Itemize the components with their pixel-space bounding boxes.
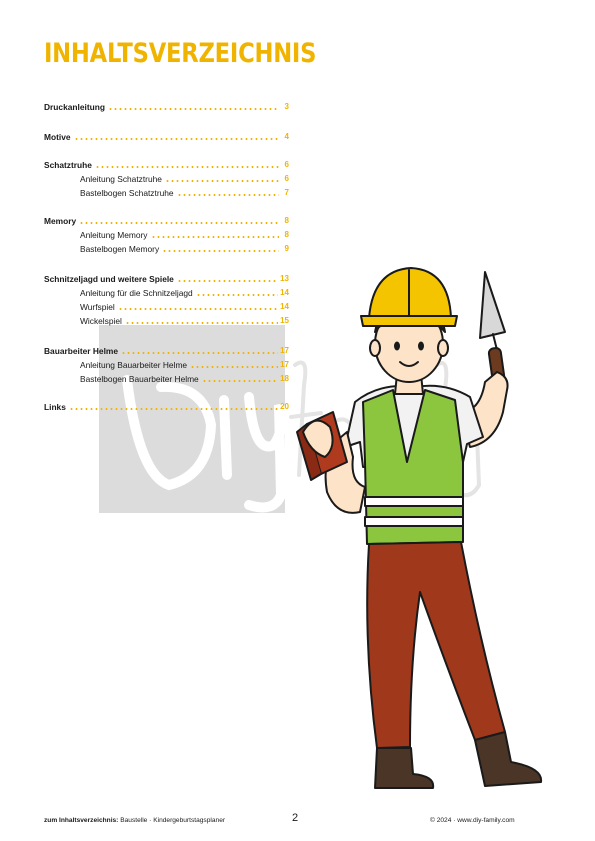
toc-entry-page: 20 xyxy=(280,402,289,411)
footer-breadcrumb[interactable] xyxy=(44,817,225,824)
toc-dot-leader xyxy=(162,250,279,252)
toc-entry-label: Anleitung Memory xyxy=(80,230,148,240)
toc-entry-page: 17 xyxy=(280,360,289,369)
toc-entry[interactable] xyxy=(44,100,289,112)
footer-document-title: Baustelle · Kindergeburtstagsplaner xyxy=(118,817,226,824)
toc-entry-page: 6 xyxy=(284,174,289,183)
footer-link-label[interactable]: zum Inhaltsverzeichnis: xyxy=(44,817,119,824)
toc-entry[interactable] xyxy=(80,300,289,312)
toc-entry-label: Bastelbogen Memory xyxy=(80,244,160,254)
toc-entry[interactable] xyxy=(44,272,289,284)
toc-entry-page: 18 xyxy=(280,374,289,383)
toc-dot-leader xyxy=(202,380,278,382)
page-title: INHALTSVERZEICHNIS xyxy=(44,38,317,69)
toc-entry[interactable] xyxy=(44,344,289,356)
toc-dot-leader xyxy=(177,194,279,196)
page-number: 2 xyxy=(292,812,299,824)
toc-entry-page: 15 xyxy=(280,316,289,325)
toc-entry-page: 6 xyxy=(284,160,289,169)
toc-entry[interactable] xyxy=(80,228,289,240)
toc-dot-leader xyxy=(125,322,278,324)
toc-entry-label: Schnitzeljagd und weitere Spiele xyxy=(44,274,174,284)
toc-entry[interactable] xyxy=(44,400,289,412)
toc-entry-page: 13 xyxy=(280,274,289,283)
toc-entry-label: Bastelbogen Bauarbeiter Helme xyxy=(80,374,199,384)
toc-entry-page: 9 xyxy=(284,244,289,253)
toc-entry-label: Schatztruhe xyxy=(44,160,92,170)
toc-entry-label: Wurfspiel xyxy=(80,302,115,312)
construction-worker-illustration xyxy=(285,262,550,792)
toc-dot-leader xyxy=(69,408,278,410)
toc-entry-page: 3 xyxy=(284,102,289,111)
toc-dot-leader xyxy=(165,180,279,182)
toc-dot-leader xyxy=(190,366,278,368)
toc-entry-label: Anleitung für die Schnitzeljagd xyxy=(80,288,193,298)
toc-dot-leader xyxy=(95,166,279,168)
toc-entry-page: 17 xyxy=(280,346,289,355)
toc-entry-label: Bauarbeiter Helme xyxy=(44,346,119,356)
toc-entry-label: Druckanleitung xyxy=(44,102,105,112)
toc-entry-label: Anleitung Bauarbeiter Helme xyxy=(80,360,188,370)
toc-entry-label: Motive xyxy=(44,132,71,142)
toc-entry[interactable] xyxy=(80,286,289,298)
toc-entry[interactable] xyxy=(80,172,289,184)
toc-entry-label: Memory xyxy=(44,216,77,226)
footer-copyright[interactable]: © 2024 · www.diy-family.com xyxy=(430,817,515,824)
toc-entry[interactable] xyxy=(80,242,289,254)
toc-entry-label: Anleitung Schatztruhe xyxy=(80,174,162,184)
toc-entry[interactable] xyxy=(80,372,289,384)
toc-entry-page: 4 xyxy=(284,132,289,141)
toc-entry-page: 14 xyxy=(280,302,289,311)
toc-entry-page: 14 xyxy=(280,288,289,297)
toc-entry-page: 8 xyxy=(284,230,289,239)
toc-entry[interactable] xyxy=(80,358,289,370)
toc-entry-page: 8 xyxy=(284,216,289,225)
toc-dot-leader xyxy=(196,294,278,296)
toc-dot-leader xyxy=(151,236,280,238)
toc-dot-leader xyxy=(74,138,279,140)
toc-dot-leader xyxy=(121,352,278,354)
toc-entry-page: 7 xyxy=(284,188,289,197)
toc-entry-label: Bastelbogen Schatztruhe xyxy=(80,188,174,198)
toc-entry-label: Links xyxy=(44,402,66,412)
toc-entry[interactable] xyxy=(80,186,289,198)
toc-entry[interactable] xyxy=(44,214,289,226)
toc-entry[interactable] xyxy=(44,130,289,142)
toc-entry-label: Wickelspiel xyxy=(80,316,122,326)
toc-entry[interactable] xyxy=(80,314,289,326)
toc-entry[interactable] xyxy=(44,158,289,170)
toc-dot-leader xyxy=(79,222,279,224)
toc-dot-leader xyxy=(118,308,278,310)
toc-dot-leader xyxy=(108,108,279,110)
toc-dot-leader xyxy=(177,280,278,282)
